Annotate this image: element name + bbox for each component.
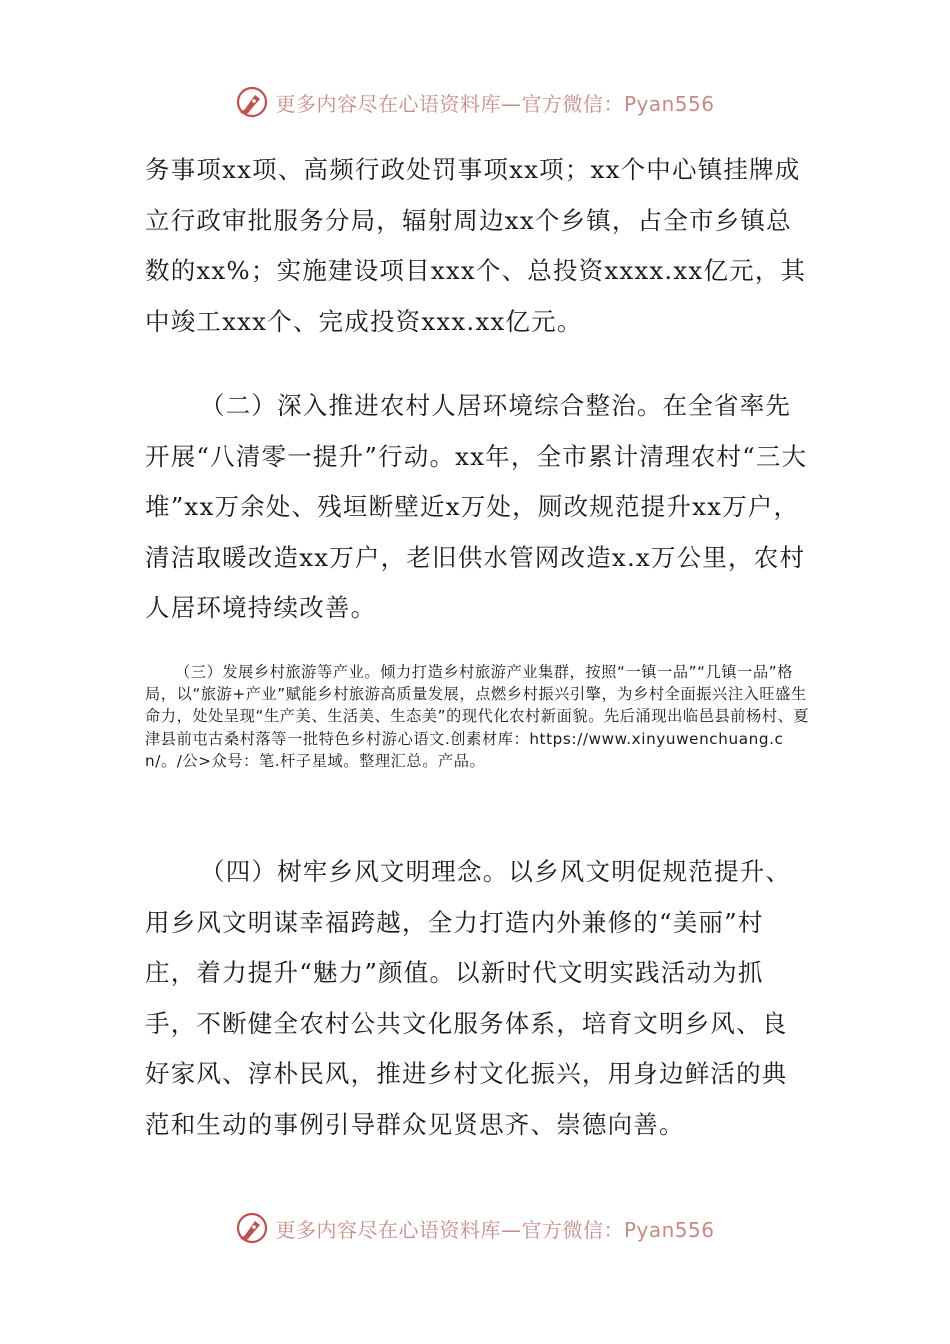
header-banner	[0, 82, 950, 122]
paragraph-continued: 务事项xx项、高频行政处罚事项xx项；xx个中心镇挂牌成立行政审批服务分局，辐射周边xx个乡镇，占全市乡镇总数的xx%；实施建设项目xxx个、总投资xxxx.xx亿元，其中竣工xxx个、完成投资xxx.xx亿元。	[145, 155, 807, 336]
footer-banner	[0, 1208, 950, 1248]
pen-nib-logo-icon	[235, 85, 269, 119]
pen-nib-logo-icon	[235, 1211, 269, 1245]
paragraph-section-4: （四）树牢乡风文明理念。以乡风文明促规范提升、用乡风文明谋幸福跨越，全力打造内外兼修的“美丽”村庄，着力提升“魅力”颜值。以新时代文明实践活动为抓手，不断健全农村公共文化服务体系，培育文明乡风、良好家风、淳朴民风，推进乡村文化振兴，用身边鲜活的典范和生动的事例引导群众见贤思齐、崇德向善。	[145, 857, 792, 1139]
paragraph-section-2: （二）深入推进农村人居环境综合整治。在全省率先开展“八清零一提升”行动。xx年，全市累计清理农村“三大堆”xx万余处、残垣断壁近x万处，厕改规范提升xx万户，清洁取暖改造xx万户，老旧供水管网改造x.x万公里，农村人居环境持续改善。	[145, 391, 808, 622]
banner-text: 更多内容尽在心语资料库—官方微信：Pyan556	[275, 91, 715, 116]
banner-text: 更多内容尽在心语资料库—官方微信：Pyan556	[275, 1217, 715, 1242]
paragraph-section-3: （三）发展乡村旅游等产业。倾力打造乡村旅游产业集群，按照“一镇一品”“几镇一品”格局，以“旅游+产业”赋能乡村旅游高质量发展，点燃乡村振兴引擎，为乡村全面振兴注入旺盛生命力，处处呈现“生产美、生活美、生态美”的现代化农村新面貌。先后涌现出临邑县前杨村、夏津县前屯古桑村落等一批特色乡村游心语文.创素材库：https://www.xinyuwenchuang.cn/。/公>众号：笔.杆子星域。整理汇总。产品。	[145, 663, 810, 770]
